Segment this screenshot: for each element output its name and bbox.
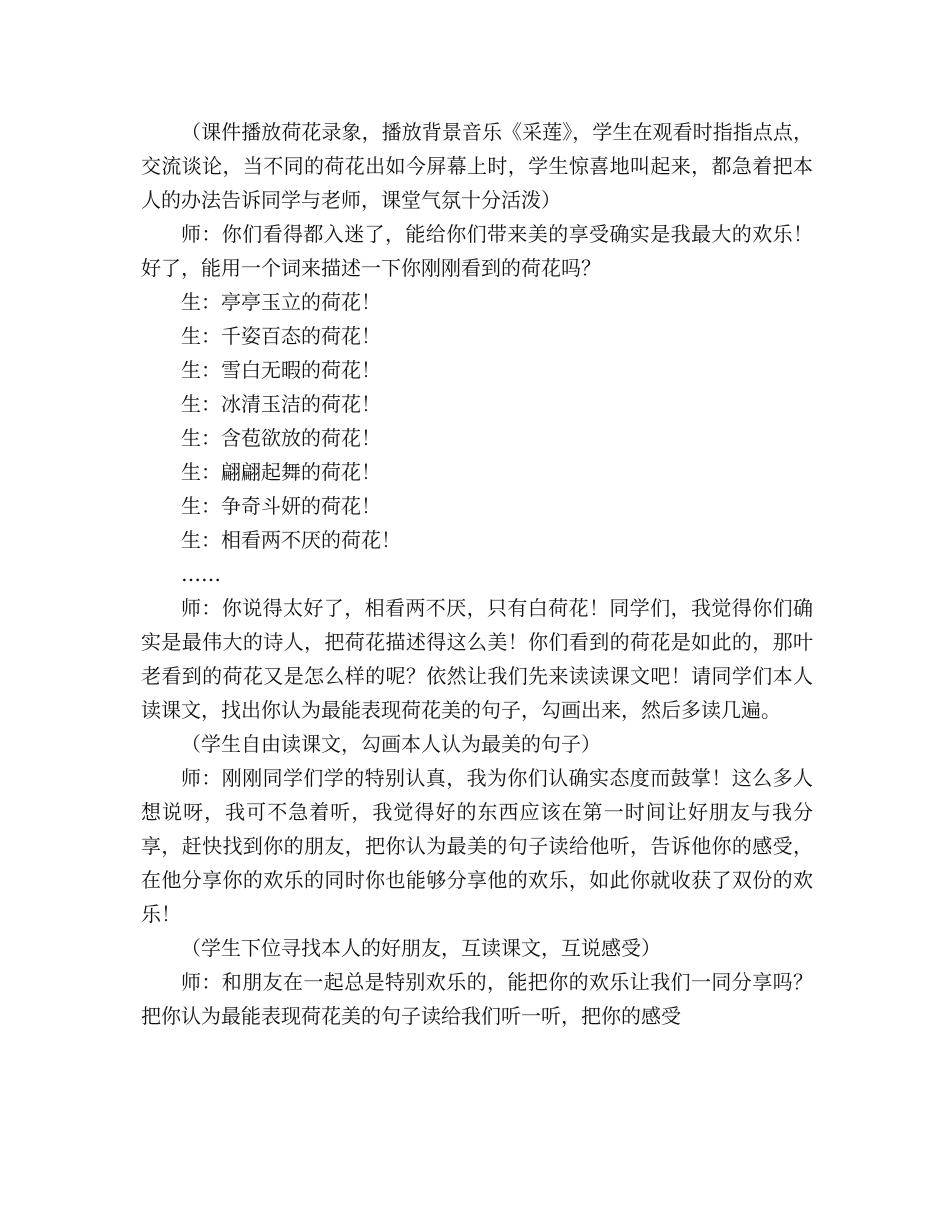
paragraph-ellipsis: …… [181,562,221,586]
paragraph-teacher-share-class: 师：和朋友在一起总是特别欢乐的，能把你的欢乐让我们一同分享吗？把你认为最能表现荷花美的句子读给我们听一听，把你的感受 [141,970,813,1028]
paragraph-teacher-reading-task: 师：你说得太好了，相看两不厌，只有白荷花！同学们，我觉得你们确实是最伟大的诗人，把荷花描述得这么美！你们看到的荷花是如此的，那叶老看到的荷花又是怎么样的呢？依然让我们先来读读课文吧！请同学们本人读课文，找出你认为最能表现荷花美的句子，勾画出来，然后多读几遍。 [141,596,813,722]
paragraph-teacher-question: 师：你们看得都入迷了，能给你们带来美的享受确实是我最大的欢乐！好了，能用一个词来描述一下你刚刚看到的荷花吗？ [141,222,813,280]
document-body [141,115,813,1033]
paragraph-stage-direction-reading: （学生自由读课文，勾画本人认为最美的句子） [181,732,601,756]
paragraph-student-answer: 生：雪白无暇的荷花！ [181,358,381,382]
paragraph-student-answer: 生：千姿百态的荷花！ [181,324,381,348]
paragraph-student-answer: 生：相看两不厌的荷花！ [181,528,401,552]
paragraph-teacher-share-friends: 师：刚刚同学们学的特别认真，我为你们认确实态度而鼓掌！这么多人想说呀，我可不急着听，我觉得好的东西应该在第一时间让好朋友与我分享，赶快找到你的朋友，把你认为最美的句子读给他听，告诉他你的感受，在他分享你的欢乐的同时你也能够分享他的欢乐，如此你就收获了双份的欢乐！ [141,766,813,926]
paragraph-student-answer: 生：翩翩起舞的荷花！ [181,460,381,484]
paragraph-student-answer: 生：亭亭玉立的荷花！ [181,290,381,314]
paragraph-student-answer: 生：含苞欲放的荷花！ [181,426,381,450]
paragraph-stage-direction-video: （课件播放荷花录象，播放背景音乐《采莲》，学生在观看时指指点点，交流谈论，当不同的荷花出如今屏幕上时，学生惊喜地叫起来，都急着把本人的办法告诉同学与老师，课堂气氛十分活泼） [141,120,813,212]
paragraph-student-answer: 生：争奇斗妍的荷花！ [181,494,381,518]
paragraph-stage-direction-friends: （学生下位寻找本人的好朋友，互读课文，互说感受） [181,936,661,960]
paragraph-student-answer: 生：冰清玉洁的荷花！ [181,392,381,416]
